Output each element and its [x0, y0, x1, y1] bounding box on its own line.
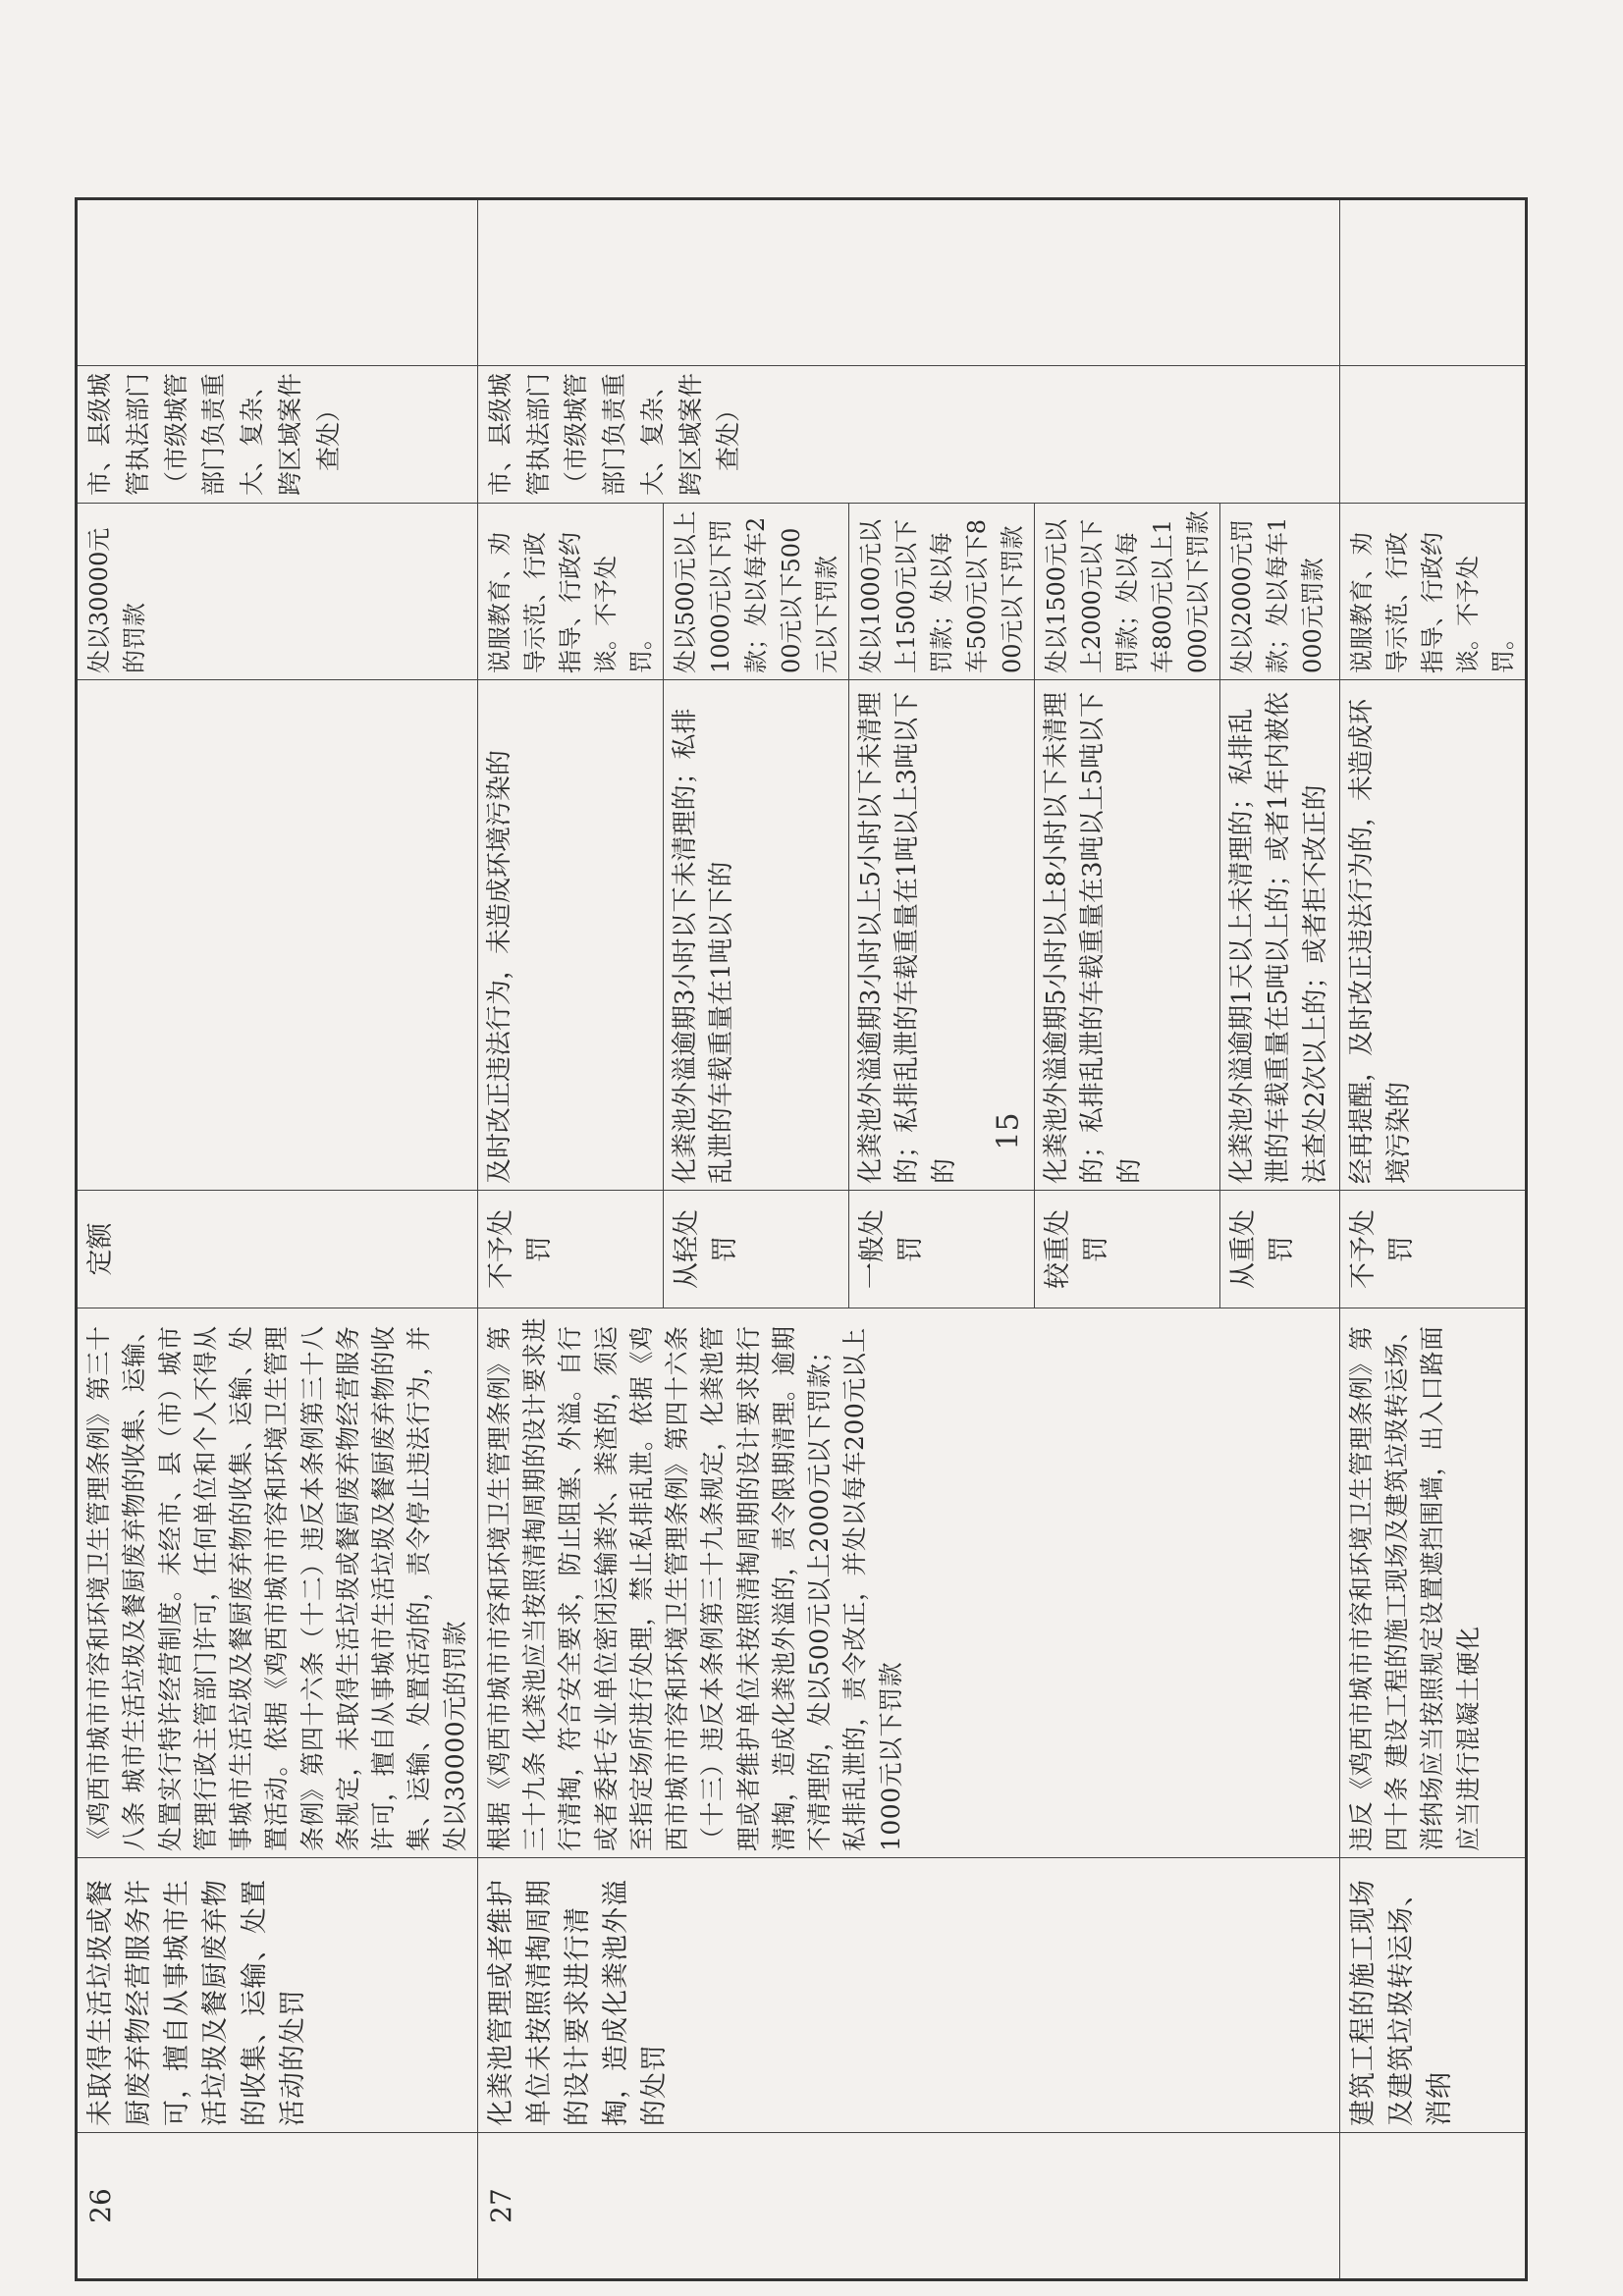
penalty-grade: 不予处罚: [1339, 1191, 1526, 1308]
enforcement-department: 市、县级城管执法部门（市级城管部门负责重大、复杂、跨区域案件查处）: [77, 366, 478, 504]
penalty-standard: 说服教育、劝导示范、行政指导、行政约谈。不予处罚。: [477, 504, 663, 680]
violation-item: 未取得生活垃圾或餐厨废弃物经营服务许可，擅自从事城市生活垃圾及餐厨废弃物的收集、运输、处置活动的处罚: [77, 1858, 478, 2133]
penalty-grade: 从重处罚: [1219, 1191, 1339, 1308]
violation-item: 化粪池管理或者维护单位未按照清掏周期的设计要求进行清掏，造成化粪池外溢的处罚: [477, 1858, 1339, 2133]
applicable-condition: 化粪池外溢逾期1天以上未清理的；私排乱泄的车载重量在5吨以上的；或者1年内被依法查处2次以上的；或者拒不改正的: [1219, 680, 1339, 1191]
table-row: [1339, 199, 1526, 2280]
row-number: [1339, 2133, 1526, 2280]
legal-basis: 《鸡西市城市市容和环境卫生管理条例》第三十八条 城市生活垃圾及餐厨废弃物的收集、运输、处置实行特许经营制度。未经市、县（市）城市管理行政主管部门许可，任何单位和个人不得从事城市生活垃圾及餐厨废弃物的收集、运输、处置活动。依据《鸡西市城市市容和环境卫生管理条例》第四十六条（十二）违反本条例第三十八条规定，未取得生活垃圾或餐厨废弃物经营服务许可，擅自从事城市生活垃圾及餐厨废弃物的收集、运输、处置活动的，责令停止违法行为，并处以30000元的罚款: [77, 1308, 478, 1858]
penalty-grade: 一般处罚: [848, 1191, 1034, 1308]
penalty-standard: 处以30000元的罚款: [77, 504, 478, 680]
applicable-condition: 化粪池外溢逾期3小时以下未清理的；私排乱泄的车载重量在1吨以下的: [663, 680, 848, 1191]
penalty-standard: 说服教育、劝导示范、行政指导、行政约谈。不予处罚。: [1339, 504, 1526, 680]
remarks-cell: [1339, 199, 1526, 366]
applicable-condition: 化粪池外溢逾期3小时以上5小时以下未清理的；私排乱泄的车载重量在1吨以上3吨以下的: [848, 680, 1034, 1191]
penalty-grade: 较重处罚: [1034, 1191, 1219, 1308]
enforcement-department: [1339, 366, 1526, 504]
row-number: 27: [477, 2133, 1339, 2280]
legal-basis: 违反《鸡西市城市市容和环境卫生管理条例》第四十条 建设工程的施工现场及建筑垃圾转运场、消纳场应当按照规定设置遮挡围墙，出入口路面应当进行混凝土硬化: [1339, 1308, 1526, 1858]
page-number: 15: [991, 1112, 1026, 1150]
row-number: 26: [77, 2133, 478, 2280]
penalty-grade: 不予处罚: [477, 1191, 663, 1308]
penalty-table: [75, 197, 1528, 2281]
applicable-condition: 及时改正违法行为，未造成环境污染的: [477, 680, 663, 1191]
penalty-grade: 定额: [77, 1191, 478, 1308]
penalty-standard: 处以1500元以上2000元以下罚款；处以每车800元以上1000元以下罚款: [1034, 504, 1219, 680]
table-row: [477, 199, 663, 2280]
applicable-condition: 化粪池外溢逾期5小时以上8小时以下未清理的；私排乱泄的车载重量在3吨以上5吨以下的: [1034, 680, 1219, 1191]
rotated-table-container: [75, 200, 1517, 2281]
applicable-condition: 经再提醒，及时改正违法行为的，未造成环境污染的: [1339, 680, 1526, 1191]
table-row: [77, 199, 478, 2280]
enforcement-department: 市、县级城管执法部门（市级城管部门负责重大、复杂、跨区域案件查处）: [477, 366, 1339, 504]
violation-item: 建筑工程的施工现场及建筑垃圾转运场、消纳: [1339, 1858, 1526, 2133]
remarks-cell: [477, 199, 1339, 366]
penalty-standard: 处以2000元罚款；处以每车1000元罚款: [1219, 504, 1339, 680]
penalty-standard: 处以500元以上1000元以下罚款；处以每车200元以下500元以下罚款: [663, 504, 848, 680]
penalty-grade: 从轻处罚: [663, 1191, 848, 1308]
remarks-cell: [77, 199, 478, 366]
legal-basis: 根据《鸡西市城市市容和环境卫生管理条例》第三十九条 化粪池应当按照清掏周期的设计要求进行清掏，符合安全要求，防止阻塞、外溢。自行或者委托专业单位密闭运输粪水、粪渣的，须运至指定场所进行处理，禁止私排乱泄。依据《鸡西市城市市容和环境卫生管理条例》第四十六条（十三）违反本条例第三十九条规定，化粪池管理或者维护单位未按照清掏周期的设计要求进行清掏，造成化粪池外溢的，责令限期清理。逾期不清理的，处以500元以上2000元以下罚款；私排乱泄的，责令改正，并处以每车200元以上1000元以下罚款: [477, 1308, 1339, 1858]
penalty-standard: 处以1000元以上1500元以下罚款；处以每车500元以下800元以下罚款: [848, 504, 1034, 680]
applicable-condition: [77, 680, 478, 1191]
